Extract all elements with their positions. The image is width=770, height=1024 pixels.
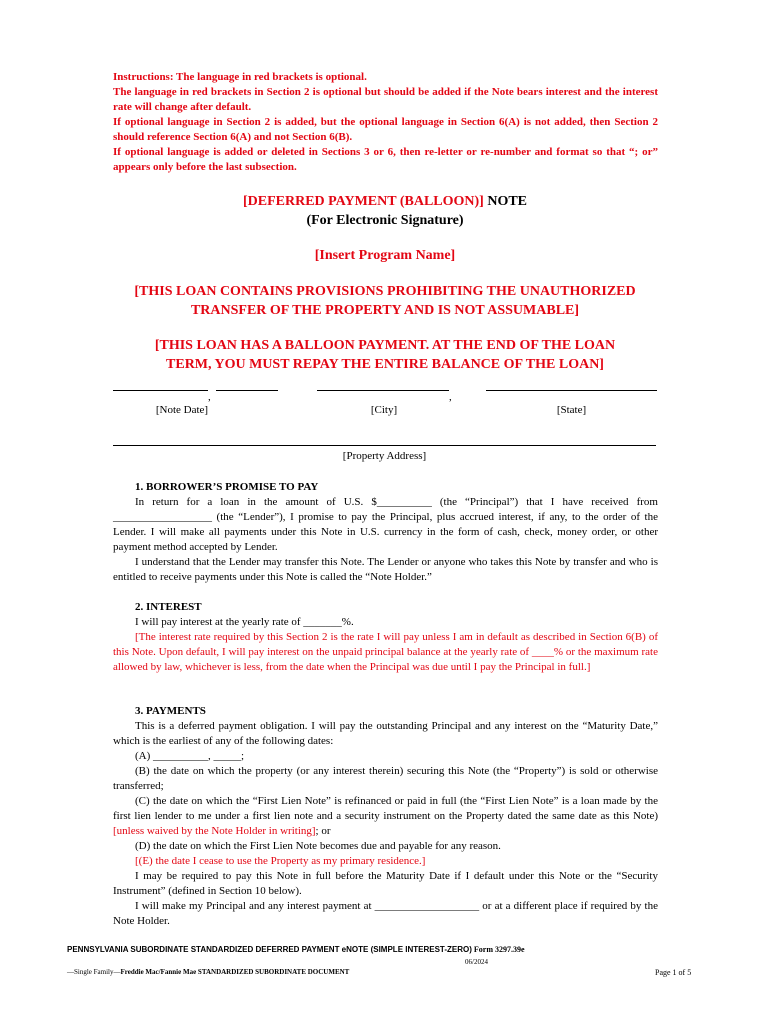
footer-family-prefix: —Single Family— bbox=[67, 968, 121, 976]
footer-doc-title: PENNSYLVANIA SUBORDINATE STANDARDIZED DEFERRED PAYMENT eNOTE (SIMPLE INTEREST-ZERO) bbox=[67, 945, 472, 954]
title-optional: [DEFERRED PAYMENT (BALLOON)] bbox=[242, 194, 484, 209]
list-item bbox=[113, 794, 658, 839]
instruction-line: The language in red brackets in Section 2 is optional but should be added if the Note bears interest and the interest rate will change after default. bbox=[113, 86, 658, 113]
list-item-optional: [(E) the date I cease to use the Property as my primary residence.] bbox=[135, 855, 426, 867]
footer-title bbox=[67, 945, 707, 954]
document-subtitle: (For Electronic Signature) bbox=[306, 213, 464, 228]
list-item: (B) the date on which the property (or any interest therein) securing this Note (the “Property”) is sold or otherwise transferred; bbox=[113, 765, 658, 792]
transfer-notice-line: [THIS LOAN CONTAINS PROVISIONS PROHIBITING THE UNAUTHORIZED bbox=[134, 284, 636, 299]
section-heading: 2. INTEREST bbox=[135, 601, 202, 613]
footer-form-number: Form 3297.39e bbox=[471, 945, 525, 954]
note-date-line-2[interactable] bbox=[216, 390, 278, 391]
balloon-notice-line: TERM, YOU MUST REPAY THE ENTIRE BALANCE OF THE LOAN] bbox=[166, 357, 604, 372]
paragraph-optional: [The interest rate required by this Section 2 is the rate I will pay unless I am in default as described in Section 6(B) of this Note. Upon default, I will pay interest on the unpaid principal balance at the yearly rate of ____% or the maximum rate allowed by law, whichever is less, from the date when the Principal was due until I pay the Principal in full.] bbox=[113, 631, 658, 673]
section-heading: 3. PAYMENTS bbox=[135, 705, 206, 717]
city-label: [City] bbox=[370, 404, 398, 416]
paragraph: This is a deferred payment obligation. I will pay the outstanding Principal and any interest on the “Maturity Date,” which is the earliest of any of the following dates: bbox=[113, 720, 658, 747]
footer-family-doc: Freddie Mac/Fannie Mae STANDARDIZED SUBORDINATE DOCUMENT bbox=[120, 968, 350, 976]
instructions-block bbox=[113, 70, 658, 175]
document-title bbox=[100, 193, 670, 211]
property-address-label: [Property Address] bbox=[342, 450, 427, 462]
paragraph: I will make my Principal and any interest payment at ___________________ or at a different place if required by the Note Holder. bbox=[113, 900, 658, 927]
city-comma: , bbox=[449, 391, 452, 403]
program-name: [Insert Program Name] bbox=[314, 248, 456, 263]
transfer-notice-line: TRANSFER OF THE PROPERTY AND IS NOT ASSUMABLE] bbox=[190, 303, 580, 318]
note-date-line-1[interactable] bbox=[113, 390, 208, 391]
note-date-label: [Note Date] bbox=[155, 404, 209, 416]
balloon-notice bbox=[100, 336, 670, 374]
paragraph: I understand that the Lender may transfer this Note. The Lender or anyone who takes this Note by transfer and who is entitled to receive payments under this Note is called the “Note Holder.” bbox=[113, 556, 658, 583]
instruction-line: Instructions: The language in red brackets is optional. bbox=[113, 71, 367, 83]
footer-family bbox=[67, 968, 349, 976]
section-3 bbox=[113, 704, 658, 929]
list-item-text: ; or bbox=[315, 825, 331, 837]
footer-date: 06/2024 bbox=[465, 958, 488, 966]
list-item-optional: [unless waived by the Note Holder in writing] bbox=[113, 825, 316, 837]
instruction-line: If optional language is added or deleted in Sections 3 or 6, then re-letter or re-number and format so that “; or” appears only before the last subsection. bbox=[113, 146, 658, 173]
instruction-line: If optional language in Section 2 is added, but the optional language in Section 6(A) is not added, then Section 2 should reference Section 6(A) and not Section 6(B). bbox=[113, 116, 658, 143]
state-label: [State] bbox=[556, 404, 587, 416]
list-item: (A) __________, _____; bbox=[135, 750, 245, 762]
state-line[interactable] bbox=[486, 390, 657, 391]
page-number: Page 1 of 5 bbox=[655, 968, 692, 977]
paragraph: I may be required to pay this Note in full before the Maturity Date if I default under this Note or the “Security Instrument” (defined in Section 10 below). bbox=[113, 870, 658, 897]
title-note: NOTE bbox=[483, 194, 528, 209]
paragraph: I will pay interest at the yearly rate of _______%. bbox=[135, 616, 354, 628]
city-line[interactable] bbox=[317, 390, 449, 391]
property-address-line[interactable] bbox=[113, 445, 656, 446]
list-item-text: (C) the date on which the “First Lien Note” is refinanced or paid in full (the “First Lien Note” is a loan made by the first lien lender to me under a first lien note and a security instrument on the Property dated the same date as this Note) bbox=[113, 795, 658, 822]
list-item: (D) the date on which the First Lien Note becomes due and payable for any reason. bbox=[135, 840, 501, 852]
date-comma: , bbox=[208, 391, 211, 403]
balloon-notice-line: [THIS LOAN HAS A BALLOON PAYMENT. AT THE END OF THE LOAN bbox=[154, 338, 616, 353]
paragraph: In return for a loan in the amount of U.S. $__________ (the “Principal”) that I have received from __________________ (the “Lender”), I promise to pay the Principal, plus accrued interest, if any, to the order of the Lender. I will make all payments under this Note in U.S. currency in the form of cash, check, money order, or other payment method accepted by Lender. bbox=[113, 496, 658, 553]
section-heading: 1. BORROWER’S PROMISE TO PAY bbox=[135, 481, 319, 493]
section-1 bbox=[113, 480, 658, 585]
transfer-notice bbox=[100, 282, 670, 320]
section-2 bbox=[113, 600, 658, 675]
